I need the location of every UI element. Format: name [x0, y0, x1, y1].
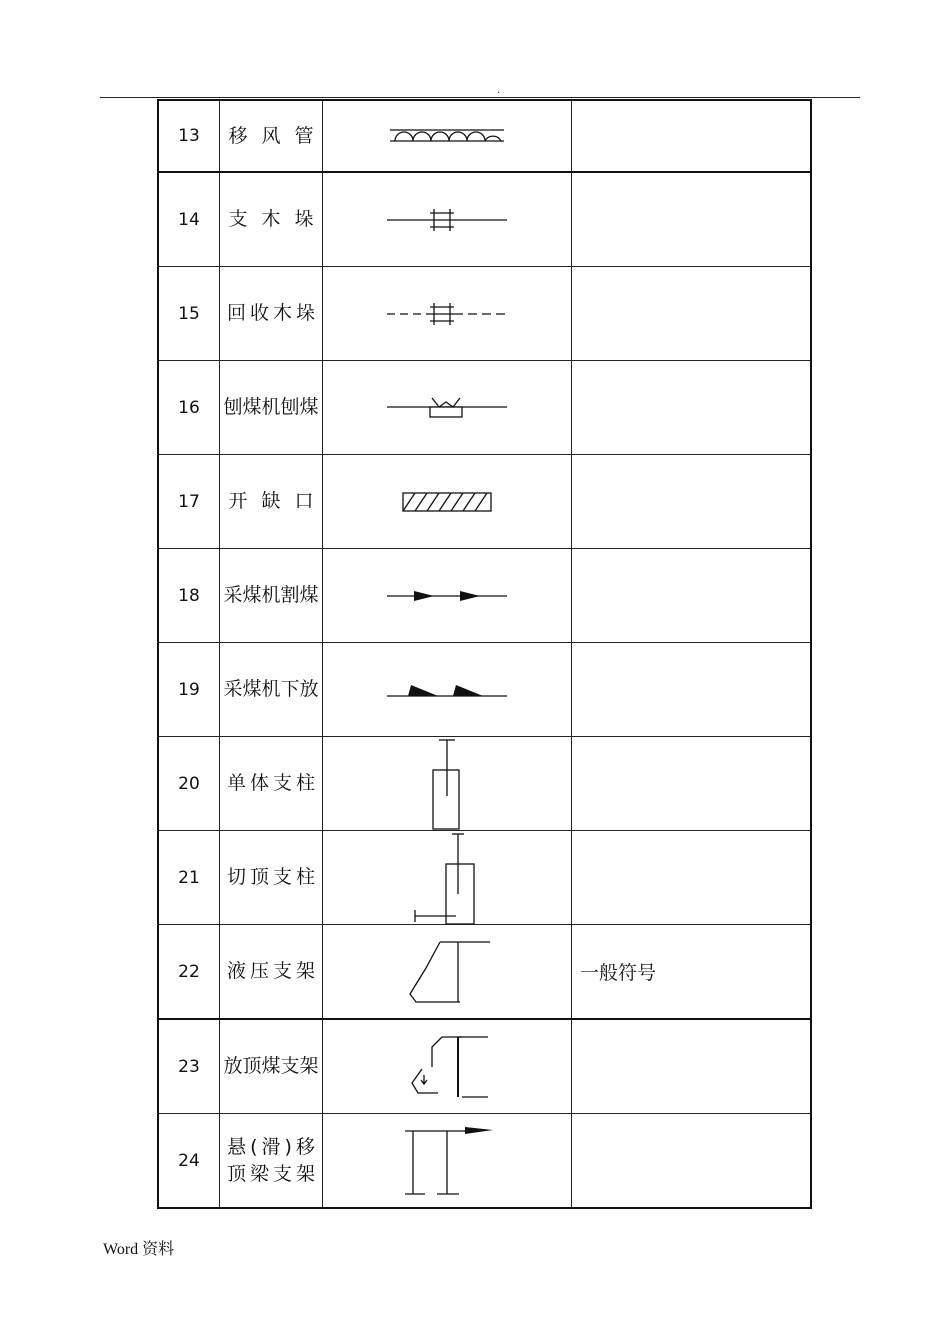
symbol-name: 液压支架: [220, 925, 323, 1020]
table-row: [158, 455, 811, 549]
hydraulic-support-symbol-icon: [402, 940, 492, 1004]
table-row: [158, 643, 811, 737]
table-row: [158, 172, 811, 267]
note-cell: [572, 1114, 812, 1209]
row-number: 16: [158, 361, 220, 455]
footer-text: Word 资料: [103, 1241, 175, 1258]
symbol-cell: [323, 643, 572, 737]
symbol-cell: [323, 100, 572, 172]
symbol-name: 切顶支柱: [220, 831, 323, 925]
symbol-cell: [323, 172, 572, 267]
row-number: 24: [158, 1114, 220, 1209]
symbol-name: 单体支柱: [220, 737, 323, 831]
row-number: 15: [158, 267, 220, 361]
row-number: 22: [158, 925, 220, 1020]
note-cell: [572, 455, 812, 549]
recovered-wood-crib-symbol-icon: [386, 301, 508, 327]
table-row: [158, 267, 811, 361]
header-mark: .: [497, 85, 501, 96]
roof-cutting-prop-symbol-icon: [412, 832, 482, 924]
shearer-cutting-symbol-icon: [386, 588, 508, 604]
row-number: 19: [158, 643, 220, 737]
suspended-beam-support-symbol-icon: [399, 1126, 495, 1196]
row-number: 17: [158, 455, 220, 549]
symbol-cell: [323, 267, 572, 361]
symbol-cell: [323, 831, 572, 925]
symbol-cell: [323, 361, 572, 455]
table-row: [158, 1019, 811, 1114]
note-cell: 一般符号: [572, 925, 812, 1020]
row-number: 18: [158, 549, 220, 643]
table-row: [158, 100, 811, 172]
note-cell: [572, 831, 812, 925]
symbol-cell: [323, 925, 572, 1020]
note-cell: [572, 267, 812, 361]
row-number: 13: [158, 100, 220, 172]
note-cell: [572, 737, 812, 831]
symbol-table: [157, 99, 812, 1209]
table-row: [158, 549, 811, 643]
note-cell: [572, 549, 812, 643]
table-row: [158, 361, 811, 455]
shearer-lowering-symbol-icon: [386, 681, 508, 699]
symbol-name: 刨煤机刨煤: [220, 361, 323, 455]
row-number: 20: [158, 737, 220, 831]
top-coal-caving-support-symbol-icon: [404, 1035, 490, 1099]
table-row: [158, 831, 811, 925]
symbol-name: 放顶煤支架: [220, 1019, 323, 1114]
symbol-name: 采煤机割煤: [220, 549, 323, 643]
symbol-name: 移风管: [220, 100, 323, 172]
coal-plough-symbol-icon: [386, 395, 508, 421]
note-cell: [572, 643, 812, 737]
symbol-name: 回收木垛: [220, 267, 323, 361]
note-cell: [572, 172, 812, 267]
symbol-cell: [323, 1114, 572, 1209]
symbol-name-line2: 顶梁支架: [226, 1162, 319, 1185]
symbol-cell: [323, 1019, 572, 1114]
symbol-name: 开缺口: [220, 455, 323, 549]
symbol-name-line1: 悬(滑)移: [227, 1135, 319, 1158]
symbol-name: [220, 1114, 323, 1209]
row-number: 21: [158, 831, 220, 925]
symbol-name: 支木垛: [220, 172, 323, 267]
symbol-cell: [323, 455, 572, 549]
row-number: 14: [158, 172, 220, 267]
symbol-name: 采煤机下放: [220, 643, 323, 737]
single-prop-symbol-icon: [427, 738, 467, 830]
table-row: [158, 1114, 811, 1209]
notch-hatch-symbol-icon: [402, 492, 492, 512]
note-cell: [572, 1019, 812, 1114]
row-number: 23: [158, 1019, 220, 1114]
table-row: [158, 737, 811, 831]
wood-crib-symbol-icon: [386, 207, 508, 233]
note-cell: [572, 100, 812, 172]
header-rule: [100, 97, 860, 98]
note-cell: [572, 361, 812, 455]
air-duct-symbol-icon: [388, 128, 506, 144]
table-row: [158, 925, 811, 1020]
symbol-cell: [323, 549, 572, 643]
symbol-cell: [323, 737, 572, 831]
